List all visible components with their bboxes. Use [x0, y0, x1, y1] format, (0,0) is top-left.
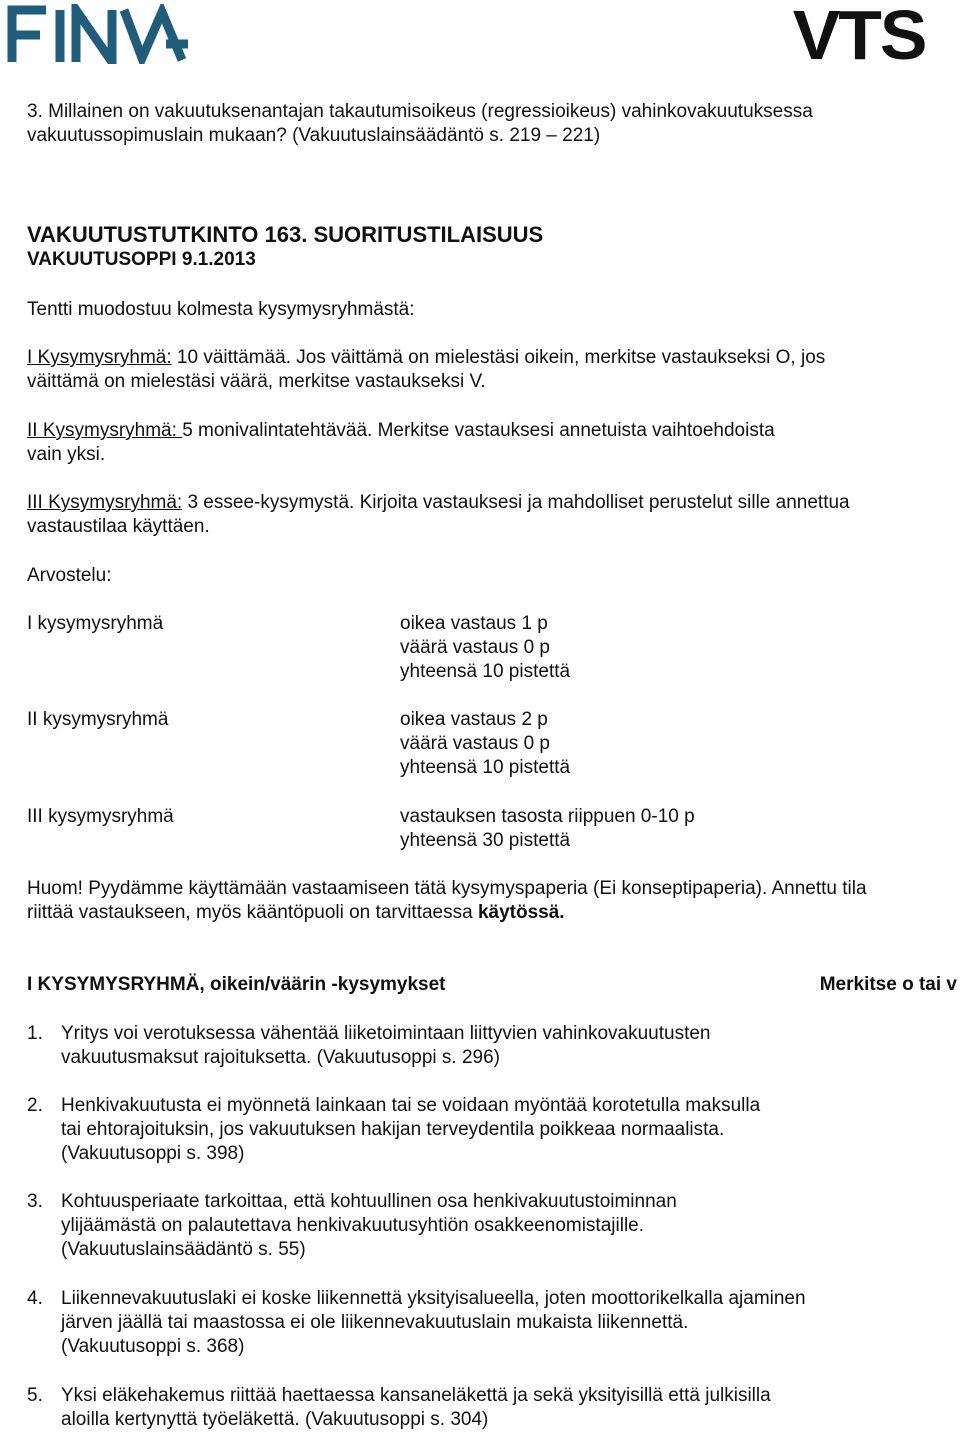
vts-logo: VTS [792, 0, 926, 74]
grading-group-1-points: oikea vastaus 1 p väärä vastaus 0 p yhteensä 10 pistettä [400, 613, 571, 682]
grading-group-3: III kysymysryhmä [27, 806, 174, 827]
question-3 [27, 100, 813, 148]
list-item: Yksi eläkehakemus riittää haettaessa kansaneläkettä ja sekä yksityisillä että julkisilla aloilla kertynyttä työeläkettä. (Vakuutusoppi s. 304) [61, 1385, 771, 1430]
section-title: I KYSYMYSRYHMÄ, oikein/väärin -kysymykset [27, 974, 446, 995]
grading-title: Arvostelu: [27, 565, 112, 586]
list-item: Kohtuusperiaate tarkoittaa, että kohtuullinen osa henkivakuutustoiminnan ylijäämästä on palautettava henkivakuutusyhtiön osakkeenomistajille. (Vakuutuslainsäädäntö s. 55) [61, 1191, 677, 1260]
item-number: 3. [27, 1191, 43, 1212]
group-3-label: III Kysymysryhmä: [27, 492, 183, 513]
list-item: Liikennevakuutuslaki ei koske liikennettä yksityisalueella, joten moottorikelkalla ajaminen järven jäällä tai maastossa ei ole liikennevakuutuslain mukaista liikennettä. (Vakuutusoppi s. 368) [61, 1288, 806, 1357]
exam-title: VAKUUTUSTUTKINTO 163. SUORITUSTILAISUUS [27, 222, 544, 247]
group-1-description: I Kysymysryhmä: 10 väittämää. Jos väittämä on mielestäsi oikein, merkitse vastaukseksi O, jos väittämä on mielestäsi väärä, merkitse vastaukseksi V. [27, 347, 826, 392]
grading-group-2: II kysymysryhmä [27, 709, 169, 730]
question-3-line1: 3. Millainen on vakuutuksenantajan takautumisoikeus (regressioikeus) vahinkovakuutuksessa [27, 101, 813, 122]
item-number: 2. [27, 1095, 43, 1116]
item-number: 5. [27, 1385, 43, 1406]
grading-group-2-points: oikea vastaus 2 p väärä vastaus 0 p yhteensä 10 pistettä [400, 709, 571, 778]
grading-group-3-points: vastauksen tasosta riippuen 0-10 p yhteensä 30 pistettä [400, 806, 695, 851]
question-3-line2: vakuutussopimuslain mukaan? (Vakuutuslainsäädäntö s. 219 – 221) [27, 125, 601, 146]
item-number: 1. [27, 1023, 43, 1044]
list-item: Yritys voi verotuksessa vähentää liiketoimintaan liittyvien vahinkovakuutusten vakuutusmaksut rajoituksetta. (Vakuutusoppi s. 296) [61, 1023, 711, 1068]
group-1-label: I Kysymysryhmä: [27, 347, 172, 368]
intro-text: Tentti muodostuu kolmesta kysymysryhmästä: [27, 299, 415, 320]
group-2-label: II Kysymysryhmä: [27, 420, 183, 441]
item-number: 4. [27, 1288, 43, 1309]
finva-logo [6, 4, 196, 64]
exam-subtitle: VAKUUTUSOPPI 9.1.2013 [27, 249, 256, 270]
grading-group-1: I kysymysryhmä [27, 613, 164, 634]
group-3-description: III Kysymysryhmä: 3 essee-kysymystä. Kirjoita vastauksesi ja mahdolliset perustelut sille annettua vastaustilaa käyttäen. [27, 492, 850, 537]
section-instruction: Merkitse o tai v [819, 974, 957, 995]
note: Huom! Pyydämme käyttämään vastaamiseen tätä kysymyspaperia (Ei konseptipaperia). Annettu tila riittää vastaukseen, myös kääntöpuoli on tarvittaessa käytössä. [27, 878, 867, 923]
group-2-description: II Kysymysryhmä: 5 monivalintatehtävää. Merkitse vastauksesi annetuista vaihtoehdoista vain yksi. [27, 420, 775, 465]
list-item: Henkivakuutusta ei myönnetä lainkaan tai se voidaan myöntää korotetulla maksulla tai ehtorajoituksin, jos vakuutuksen hakijan terveydentila poikkeaa normaalista. (Vakuutusoppi s. 398) [61, 1095, 761, 1164]
